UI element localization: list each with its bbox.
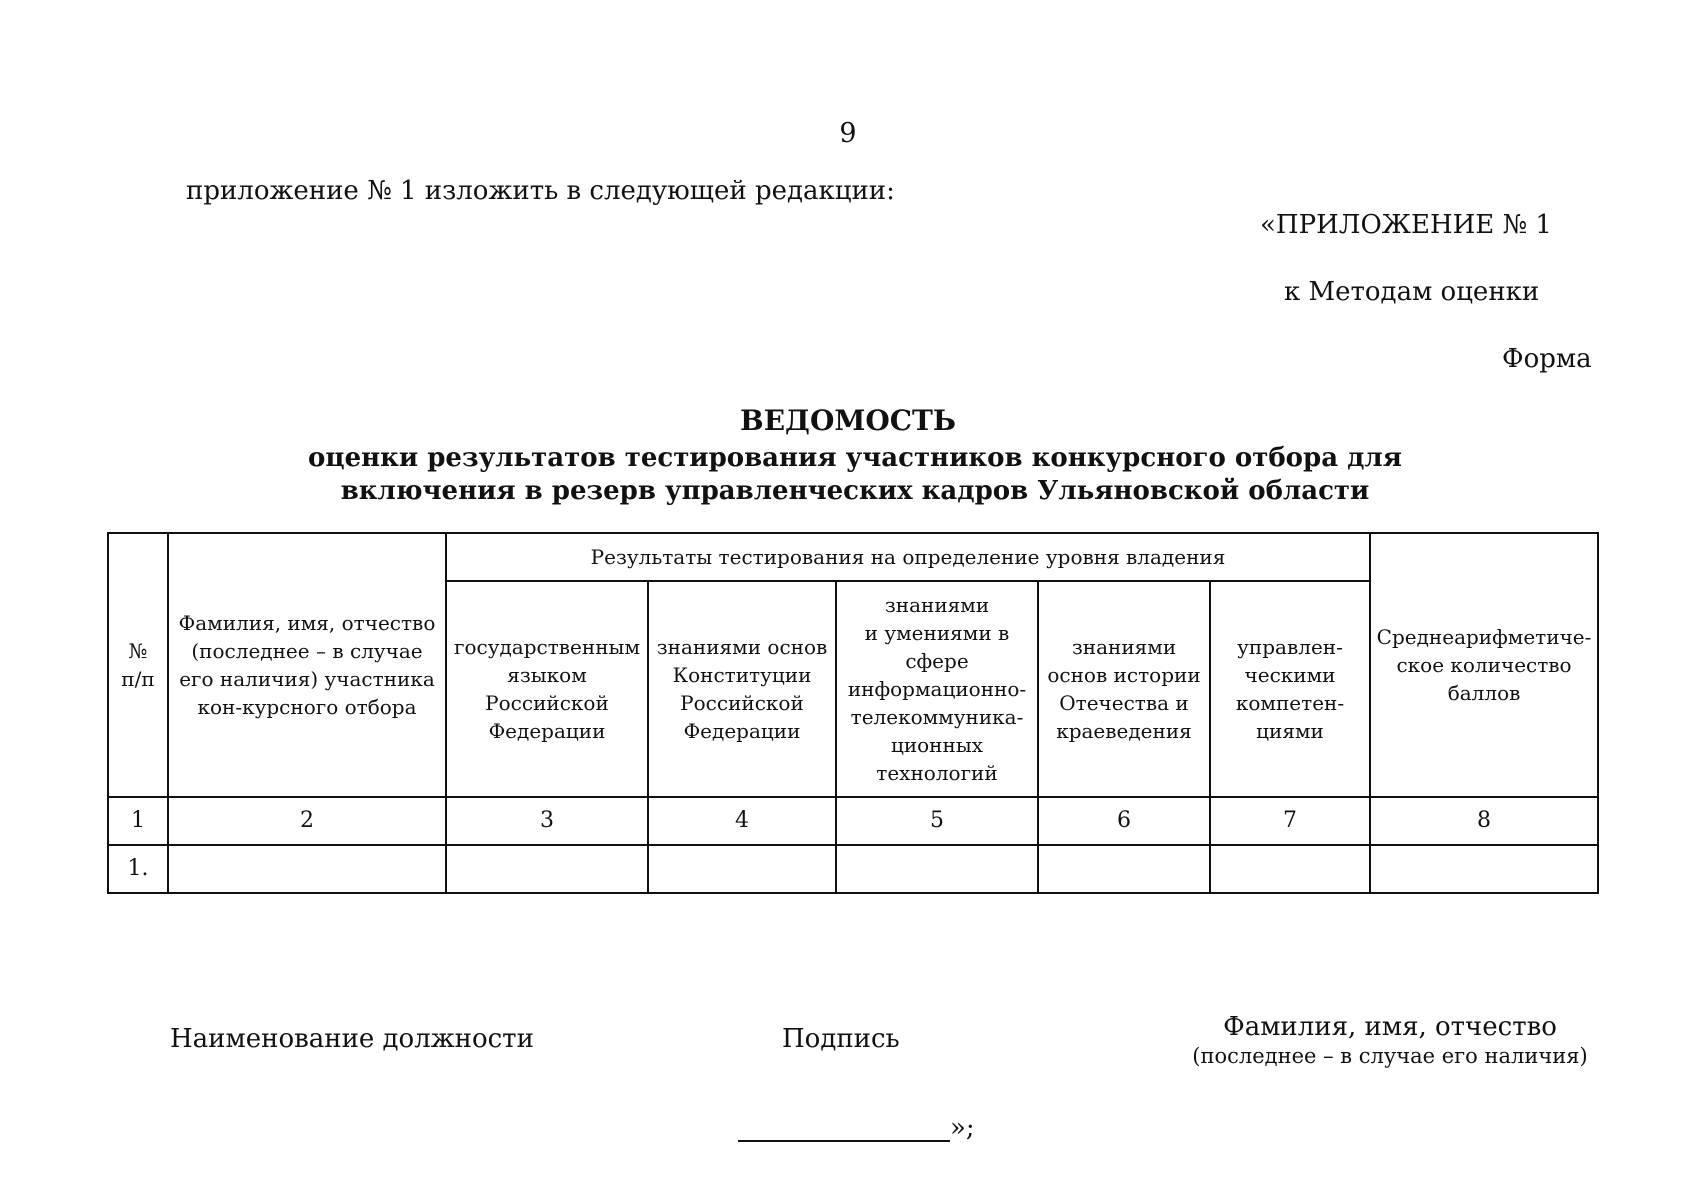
document-subtitle: оценки результатов тестирования участников конкурсного отбора для включения в резерв управленческих кадров Ульяновской области: [308, 443, 1402, 506]
appendix-title: «ПРИЛОЖЕНИЕ № 1: [1260, 210, 1552, 240]
header-test-results-group: Результаты тестирования на определение уровня владения: [446, 533, 1370, 581]
header-number: № п/п: [108, 533, 168, 797]
header-average-score: Среднеарифметиче-ское количество баллов: [1370, 533, 1598, 797]
row-number-cell: 1.: [108, 845, 168, 893]
page-number: 9: [839, 118, 857, 149]
column-number-cell: 3: [446, 797, 648, 845]
signature-position-label: Наименование должности: [170, 1024, 534, 1054]
column-number-cell: 5: [836, 797, 1038, 845]
column-number-cell: 4: [648, 797, 836, 845]
average-score-cell: [1370, 845, 1598, 893]
column-number-cell: 2: [168, 797, 446, 845]
header-state-language: государственным языком Российской Федерации: [446, 581, 648, 797]
header-history: знаниями основ истории Отечества и краеведения: [1038, 581, 1210, 797]
column-number-cell: 1: [108, 797, 168, 845]
table-row: [108, 845, 1598, 893]
ict-skills-cell: [836, 845, 1038, 893]
header-ict-skills: знаниями и умениями в сфере информационно-телекоммуника-ционных технологий: [836, 581, 1038, 797]
header-constitution: знаниями основ Конституции Российской Федерации: [648, 581, 836, 797]
header-participant-name: Фамилия, имя, отчество (последнее – в случае его наличия) участника кон-курсного отбора: [168, 533, 446, 797]
closing-quote-mark: »;: [950, 1113, 975, 1143]
signature-fio-label: Фамилия, имя, отчество: [1223, 1012, 1557, 1042]
column-number-cell: 7: [1210, 797, 1370, 845]
form-label: Форма: [1502, 344, 1592, 374]
appendix-reference: к Методам оценки: [1284, 277, 1540, 307]
signature-label: Подпись: [782, 1024, 900, 1054]
document-title: ВЕДОМОСТЬ: [740, 404, 956, 437]
state-language-cell: [446, 845, 648, 893]
signature-fio-note: (последнее – в случае его наличия): [1192, 1044, 1588, 1068]
column-number-cell: 8: [1370, 797, 1598, 845]
management-cell: [1210, 845, 1370, 893]
intro-text: приложение № 1 изложить в следующей редакции:: [186, 176, 895, 206]
history-cell: [1038, 845, 1210, 893]
assessment-table: [107, 532, 1599, 894]
column-number-cell: 6: [1038, 797, 1210, 845]
constitution-cell: [648, 845, 836, 893]
closing-blank-line: [738, 1140, 950, 1142]
participant-name-cell: [168, 845, 446, 893]
header-management-competencies: управлен-ческими компетен-циями: [1210, 581, 1370, 797]
